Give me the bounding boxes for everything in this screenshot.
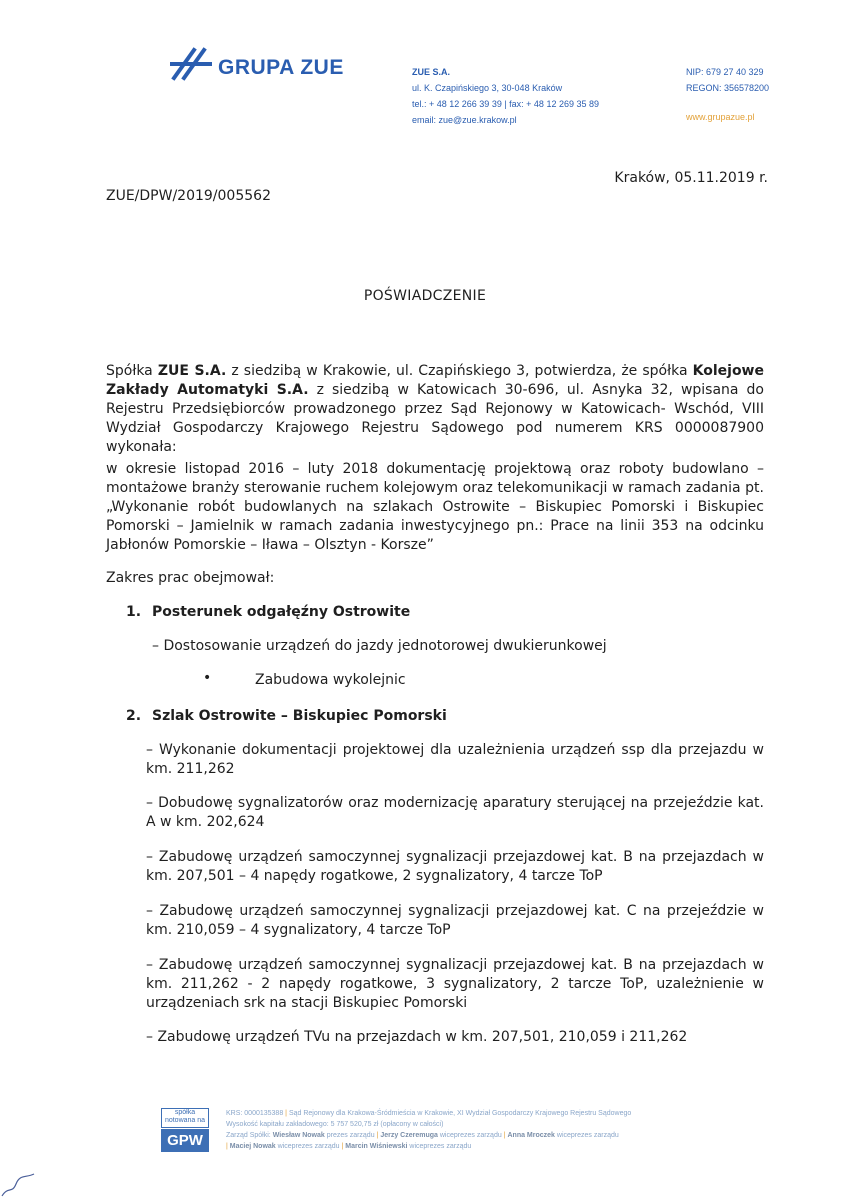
item-line: – Dostosowanie urządzeń do jazdy jednotorowej dwukierunkowej (152, 638, 607, 654)
item-title: Szlak Ostrowite – Biskupiec Pomorski (152, 708, 447, 724)
company-kza: Kolejowe Zakłady Automatyki S.A. (106, 363, 764, 398)
board-role: wiceprezes zarządu (439, 1132, 502, 1139)
gpw-label: GPW (161, 1129, 209, 1152)
item-line: – Zabudowę urządzeń samoczynnej sygnalizacji przejazdowej kat. B na przejazdach w km. 207,501 – 4 napędy rogatkowe, 2 sygnalizatory, 4 tarcze ToP (146, 849, 764, 884)
board-member: Marcin Wiśniewski (345, 1143, 408, 1150)
work-period-paragraph: w okresie listopad 2016 – luty 2018 dokumentację projektową oraz roboty budowlano – montażowe branży sterowanie ruchem kolejowym oraz telekomunikacji w ramach zadania pt. „Wykonanie robót budowlanych na szlakach Ostrowite – Biskupiec Pomorski i Biskupiec Pomorski – Jamielnik w ramach zadania inwestycyjnego pn.: Prace na linii 353 na odcinku Jabłonów Pomorskie – Iława – Olsztyn - Korsze” (106, 461, 764, 553)
item-line: – Zabudowę urządzeń TVu na przejazdach w km. 207,501, 210,059 i 211,262 (146, 1029, 688, 1045)
footer-court: Sąd Rejonowy dla Krakowa-Śródmieścia w Krakowie, XI Wydział Gospodarczy Krajowego Rejestru Sądowego (288, 1110, 632, 1117)
board-role: wiceprezes zarządu (409, 1143, 472, 1150)
intro-paragraph (106, 362, 764, 457)
place-date: Kraków, 05.11.2019 r. (614, 170, 768, 186)
grupa-zue-logo-icon (170, 44, 212, 82)
company-contact (412, 64, 599, 128)
item-line: – Dobudowę sygnalizatorów oraz modernizację aparatury sterującej na przejeździe kat. A w km. 202,624 (146, 795, 764, 830)
company-ids (686, 64, 769, 96)
intro-text: Spółka (106, 363, 158, 379)
bullet-text: Zabudowa wykolejnic (255, 672, 406, 688)
item-line: – Zabudowę urządzeń samoczynnej sygnalizacji przejazdowej kat. B na przejazdach w km. 211,262 - 2 napędy rogatkowe, 3 sygnalizatory, 2 tarcze ToP, uzależnienie w urządzeniach srk na stacji Biskupiec Pomorski (146, 957, 764, 1011)
reference-number: ZUE/DPW/2019/005562 (106, 188, 271, 204)
item-line: – Wykonanie dokumentacji projektowej dla uzależnienia urządzeń ssp dla przejazdu w km. 211,262 (146, 742, 764, 777)
gpw-listed-label: spółka notowana na (161, 1108, 209, 1128)
item-number: 1. (126, 604, 142, 620)
company-name: ZUE S.A. (412, 67, 451, 77)
board-member: Anna Mroczek (507, 1132, 555, 1139)
company-email: email: zue@zue.krakow.pl (412, 115, 517, 125)
footer-krs: KRS: 0000135388 (226, 1110, 284, 1117)
company-address: ul. K. Czapińskiego 3, 30-048 Kraków (412, 83, 563, 93)
intro-text: z siedzibą w Krakowie, ul. Czapińskiego 3, potwierdza, że spółka (226, 363, 693, 379)
board-member: Wiesław Nowak (272, 1132, 325, 1139)
scope-intro: Zakres prac obejmował: (106, 570, 275, 586)
item-number: 2. (126, 708, 142, 724)
regon: REGON: 356578200 (686, 83, 770, 93)
item-title: Posterunek odgałęźny Ostrowite (152, 604, 411, 620)
board-role: wiceprezes zarządu (277, 1143, 340, 1150)
board-member: Maciej Nowak (229, 1143, 276, 1150)
document-title: POŚWIADCZENIE (363, 288, 487, 304)
intro-text: z siedzibą w Katowicach 30-696, ul. Asnyka 32, wpisana do Rejestru Przedsiębiorców prowadzonego przez Sąd Rejonowy w Katowicach- Wschód, VIII Wydział Gospodarczy Krajowego Rejestru Sądowego pod numerem KRS 0000087900 wykonała: (106, 382, 764, 455)
footer-legal-info: KRS: 0000135388 | Sąd Rejonowy dla Krakowa-Śródmieścia w Krakowie, XI Wydział Gospodarczy Krajowego Rejestru Sądowego Wysokość kapitału zakładowego: 5 757 520,75 zł (opłacony w całości) Zarząd Spółki: Wiesław Nowak prezes zarządu | Jerzy Czeremuga wiceprezes zarządu | Anna Mroczek wiceprezes zarządu | Maciej Nowak wiceprezes zarządu | Marcin Wiśniewski wiceprezes zarządu (226, 1108, 746, 1152)
board-role: wiceprezes zarządu (556, 1132, 619, 1139)
board-role: prezes zarządu (326, 1132, 375, 1139)
website-link[interactable]: www.grupazue.pl (686, 112, 755, 122)
footer-capital: Wysokość kapitału zakładowego: 5 757 520,75 zł (opłacony w całości) (226, 1121, 444, 1128)
handwritten-mark-icon (0, 1172, 40, 1200)
board-member: Jerzy Czeremuga (380, 1132, 438, 1139)
logo-text: GRUPA ZUE (218, 56, 344, 79)
gpw-badge (161, 1108, 209, 1152)
company-phone-fax: tel.: + 48 12 266 39 39 | fax: + 48 12 269 35 89 (412, 99, 599, 109)
nip: NIP: 679 27 40 329 (686, 67, 764, 77)
bullet-icon: • (203, 670, 212, 686)
footer-board-label: Zarząd Spółki: (226, 1132, 271, 1139)
item-line: – Zabudowę urządzeń samoczynnej sygnalizacji przejazdowej kat. C na przejeździe w km. 210,059 – 4 sygnalizatory, 4 tarcze ToP (146, 903, 764, 938)
company-zue: ZUE S.A. (157, 363, 227, 379)
